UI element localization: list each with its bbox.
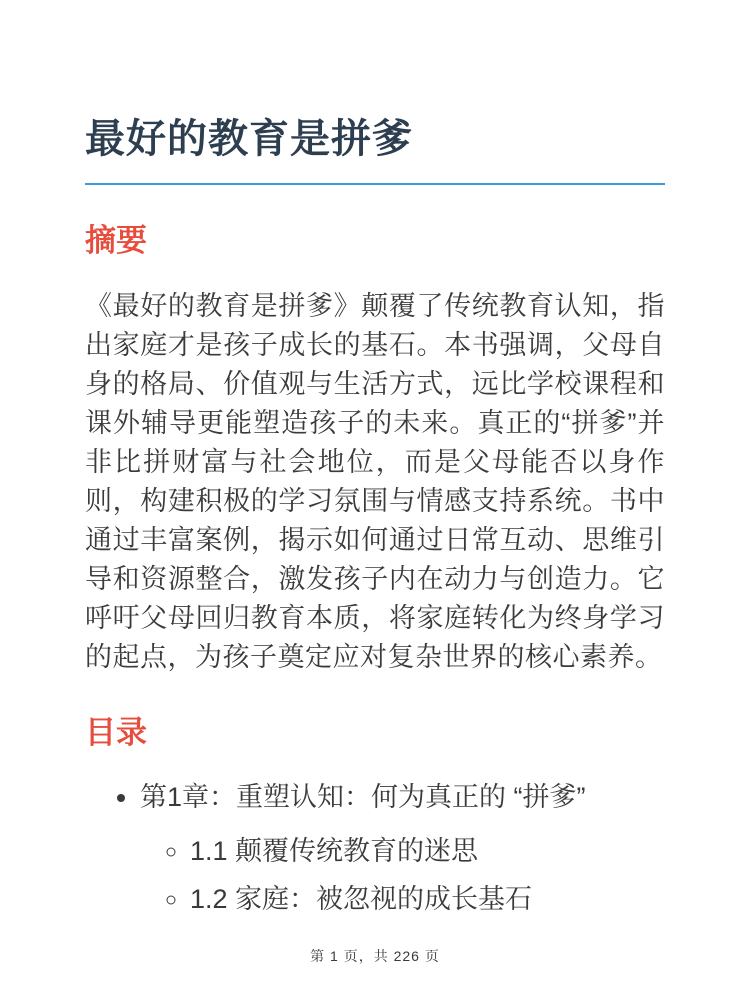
toc-sublist-chapter-1 <box>140 832 665 918</box>
page-number-footer: 第 1 页，共 226 页 <box>310 948 440 964</box>
toc-subitem-1-1: ◦ 1.1 颠覆传统教育的迷思 <box>190 832 665 870</box>
toc-subitem-1-2: ◦ 1.2 家庭：被忽视的成长基石 <box>190 880 665 918</box>
abstract-paragraph: 《最好的教育是拼爹》颠覆了传统教育认知，指出家庭才是孩子成长的基石。本书强调，父母自身的格局、价值观与生活方式，远比学校课程和课外辅导更能塑造孩子的未来。真正的“拼爹”并非比拼财富与社会地位，而是父母能否以身作则，构建积极的学习氛围与情感支持系统。书中通过丰富案例，揭示如何通过日常互动、思维引导和资源整合，激发孩子内在动力与创造力。它呼吁父母回归教育本质，将家庭转化为终身学习的起点，为孩子奠定应对复杂世界的核心素养。 <box>85 290 665 672</box>
toc-list <box>85 778 665 918</box>
toc-item-label: 第1章：重塑认知：何为真正的 “拼爹” <box>140 782 586 813</box>
title-divider <box>85 183 665 185</box>
toc-item-chapter-1 <box>140 778 665 918</box>
page-title: 最好的教育是拼爹 <box>85 117 413 161</box>
abstract-heading: 摘要 <box>85 223 147 258</box>
toc-heading: 目录 <box>85 714 147 750</box>
